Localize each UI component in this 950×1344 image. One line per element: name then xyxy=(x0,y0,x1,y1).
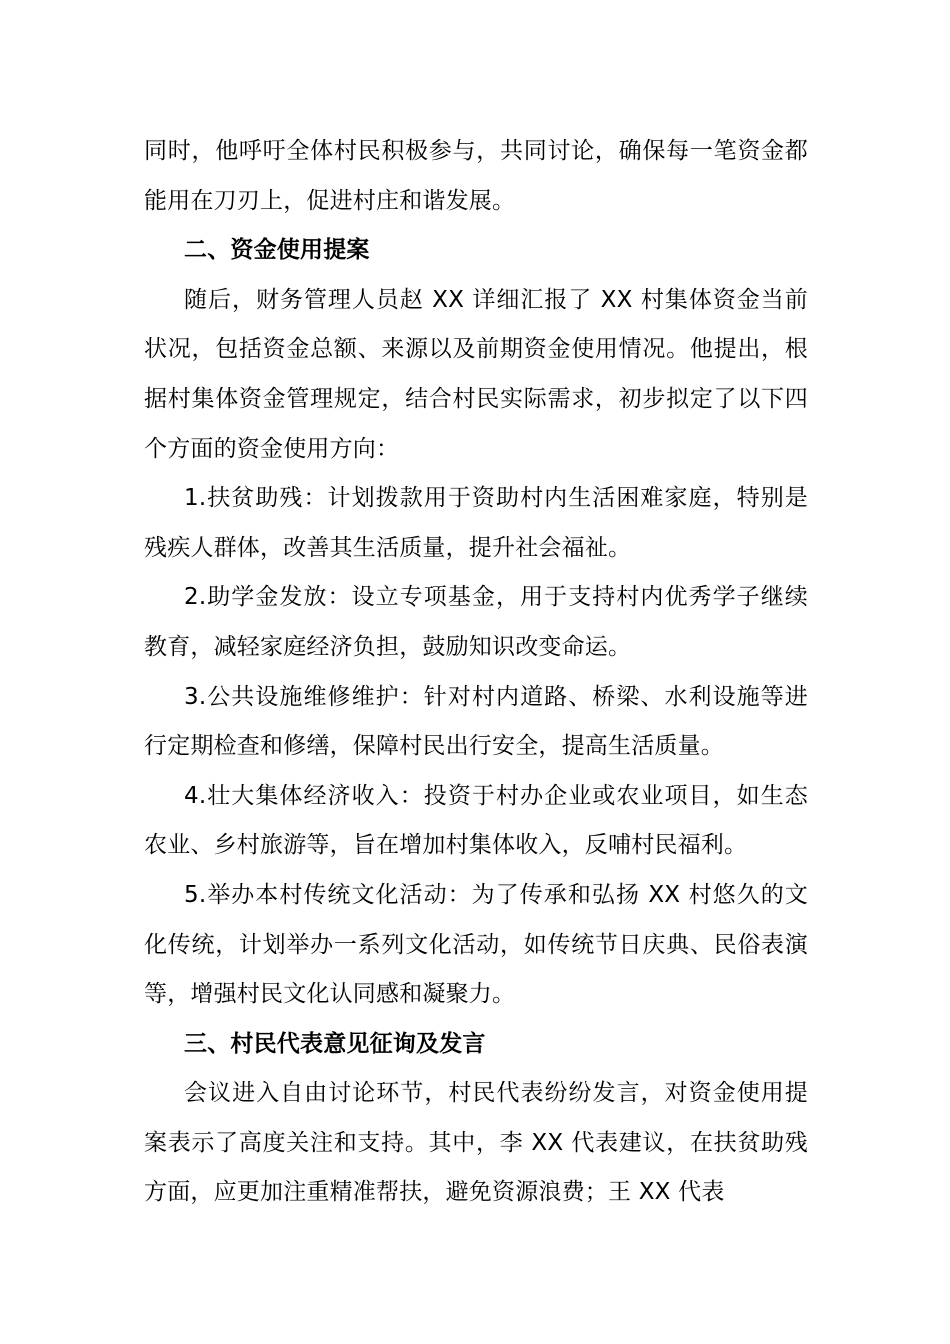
list-item-public-facilities: 3.公共设施维修维护：针对村内道路、桥梁、水利设施等进行定期检查和修缮，保障村民出行安全，提高生活质量。 xyxy=(144,683,808,760)
paragraph-free-discussion: 会议进入自由讨论环节，村民代表纷纷发言，对资金使用提案表示了高度关注和支持。其中，李 XX 代表建议，在扶贫助残方面，应更加注重精准帮扶，避免资源浪费；王 XX 代表 xyxy=(144,1080,808,1206)
section-heading-representative-opinions: 三、村民代表意见征询及发言 xyxy=(184,1030,486,1057)
section-heading-fund-proposal: 二、资金使用提案 xyxy=(184,237,370,264)
document-body xyxy=(144,127,808,1218)
list-item-cultural-activities: 5.举办本村传统文化活动：为了传承和弘扬 XX 村悠久的文化传统，计划举办一系列文化活动，如传统节日庆典、民俗表演等，增强村民文化认同感和凝聚力。 xyxy=(144,881,808,1008)
paragraph-finance-report: 随后，财务管理人员赵 XX 详细汇报了 XX 村集体资金当前状况，包括资金总额、来源以及前期资金使用情况。他提出，根据村集体资金管理规定，结合村民实际需求，初步拟定了以下四个方面的资金使用方向： xyxy=(144,286,808,462)
list-item-scholarship: 2.助学金发放：设立专项基金，用于支持村内优秀学子继续教育，减轻家庭经济负担，鼓励知识改变命运。 xyxy=(144,584,808,660)
paragraph-continuation: 同时，他呼吁全体村民积极参与，共同讨论，确保每一笔资金都能用在刀刃上，促进村庄和谐发展。 xyxy=(144,138,808,214)
list-item-poverty-relief: 1.扶贫助残：计划拨款用于资助村内生活困难家庭，特别是残疾人群体，改善其生活质量，提升社会福祉。 xyxy=(144,485,808,561)
list-item-collective-economy: 4.壮大集体经济收入：投资于村办企业或农业项目，如生态农业、乡村旅游等，旨在增加村集体收入，反哺村民福利。 xyxy=(144,782,808,859)
